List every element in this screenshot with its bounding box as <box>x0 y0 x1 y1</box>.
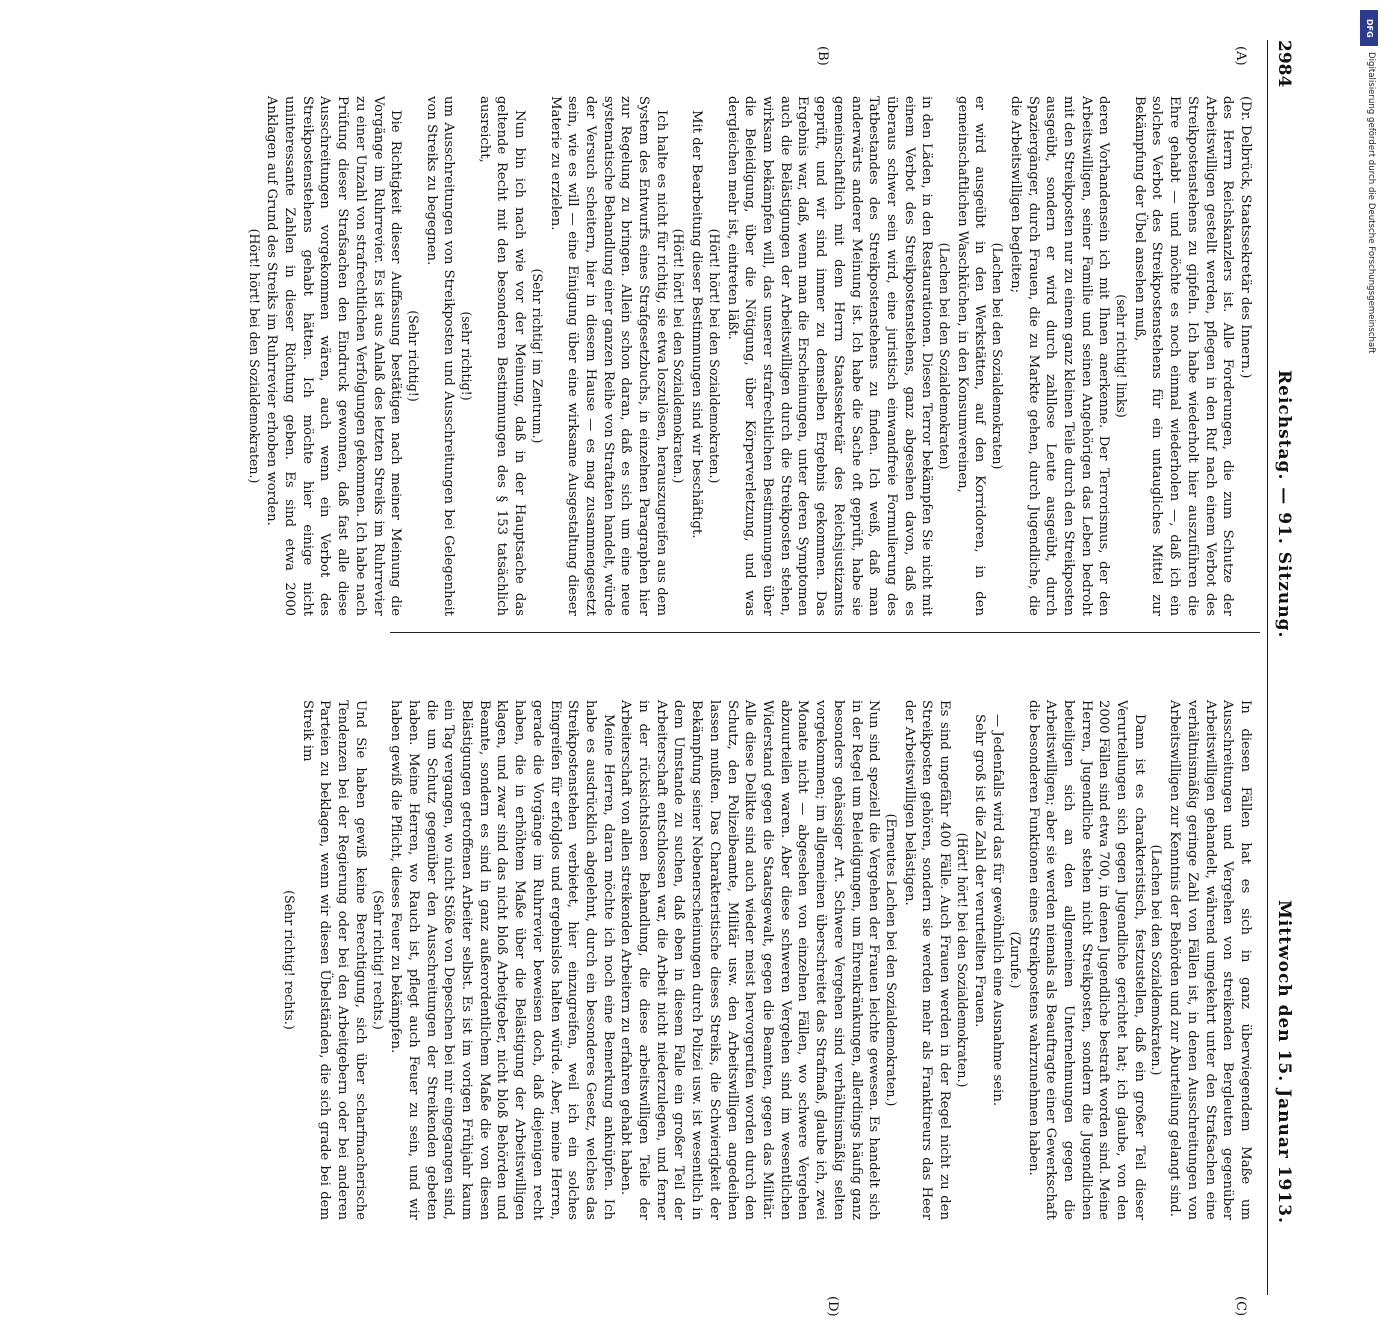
margin-marker-c: (C) <box>1233 1296 1248 1317</box>
paragraph: Nun bin ich nach wie vor der Meinung, daß in der Hauptsache das geltende Recht mit den besonderen Bestimmungen des § 153 tatsächlich ausreicht, <box>476 96 528 616</box>
paragraph: deren Vorhandensein ich mit Ihnen anerkenne. Der Terrorismus, der den Arbeitswilligen, seiner Familie und seinen Angehörigen das Leben bedroht mit den Streikposten nur zu einem ganz kleinen Teile durch den Streikposten ausgeübt, sondern er wird durch zahllose Leute ausgeübt, durch Spaziergänger, durch Frauen, die zu Markte gehen, durch Jugendliche, die die Arbeitswilligen begleiten; <box>1007 96 1112 616</box>
paragraph: Sehr groß ist die Zahl der verurteilten Frauen. <box>972 714 988 1028</box>
paragraph: In diesen Fällen hat es sich in ganz überwiegendem Maße um Ausschreitungen und Vergehen von streikenden Bergleuten gegenüber Arbeitswilligen gehandelt, während umgekehrt unter den Strafsachen eine verhältnismäßig geringe Zahl von Fällen ist, in denen Ausschreitungen von Arbeitswilligen zur Kenntnis der Behörden und zur Aburteilung gelangt sind. <box>1167 700 1253 1220</box>
paragraph: des Herrn Reichskanzlers ist. Alle Forderungen, die zum Schutze der Arbeitswilligen gestellt werden, pflegen in den Ruf nach einem Verbot des Streikpostenstehens zu gipfeln. Ich habe wiederholt hier auszuführen die Ehre gehabt — und möchte es noch einmal wiederholen —, daß ich ein solches Verbot des Streikpostenstehens für ein untaugliches Mittel zur Bekämpfung der Übel ansehen muß, <box>1131 96 1236 616</box>
paragraph: er wird ausgeübt in den Werkstätten, auf den Korridoren, in den gemeinschaftlichen Waschküchen, in den Konsumvereinen, <box>954 96 988 616</box>
interjection: (Sehr richtig!) <box>405 310 421 402</box>
paragraph: in den Läden, in den Restaurationen. Diesen Terror bekämpfen Sie nicht mit einem Verbot des Streikpostenstehens, ganz abgesehen davon, daß es überaus schwer sein wird, eine juristisch einwandfreie Formulierung des Tatbestandes des Streikpostenstehens zu finden. Ich weiß, daß man anderwärts anderer Meinung ist. Ich habe die Sache oft geprüft, habe sie gemeinschaftlich mit dem Herrn Staatssekretär des Reichsjustizamts geprüft, und wir sind immer zu demselben Ergebnis gekommen. Das Ergebnis war, daß, wenn man die Erscheinungen, unter deren Symptomen auch die Belästigungen der Arbeitswilligen durch die Streikposten stehen, wirksam bekämpfen will, das unserer strafrechtlichen Bestimmungen über die Beleidigung, über die Nötigung, über Körperverletzung, und was dergleichen mehr ist, eintreten läßt. <box>724 96 935 616</box>
page-number: 2984 <box>1274 40 1294 88</box>
margin-marker-b: (B) <box>815 46 830 66</box>
paragraph: Mit der Bearbeitung dieser Bestimmungen sind wir beschäftigt. <box>689 110 705 539</box>
interjection: (Sehr richtig! rechts.) <box>282 890 298 1030</box>
interjection: (Hört! hört! bei den Sozialdemokraten.) <box>706 228 722 484</box>
dfg-logo: DFG <box>1360 10 1378 46</box>
paragraph: — Jedenfalls wird das für gewöhnlich eine Ausnahme sein. <box>990 714 1006 1107</box>
text-column-right <box>282 700 1254 1220</box>
paragraph: Meine Herren, daran möchte ich noch eine Bemerkung anknüpfen. Ich habe es ausdrücklich abgelehnt, durch ein besonderes Gesetz, welches das Streikpostenstehen verbietet, hier einzugreifen, weil ich ein solches Eingreifen für erfolglos und ergebnislos halten würde. Aber, meine Herren, gerade die Vorgänge im Ruhrrevier beweisen doch, daß diejenigen recht haben, die in erhöhtem Maße über die Belästigung der Arbeitswilligen klagen, und zwar sind das nicht bloß Arbeitgeber, nicht bloß Behörden und Beamte, sondern es sind in ganz außerordentlichem Maße die von diesen Belästigungen getroffenen Arbeiter selbst. Es ist im vorigen Frühjahr kaum ein Tag vergangen, wo nicht Stöße von Depeschen bei mir eingegangen sind, die um Schutz gegenüber den Ausschreitungen der Streikenden gebeten haben. Meine Herren, wo Rauch ist, pflegt auch Feuer zu sein, und wir haben gewiß die Pflicht, dieses Feuer zu bekämpfen. <box>388 700 616 1220</box>
paragraph: um Ausschreitungen von Streikposten und Ausschreitungen bei Gelegenheit von Streiks zu begegnen. <box>423 96 457 616</box>
digitization-credit: Digitalisierung gefördert durch die Deutsche Forschungsgemeinschaft <box>1366 52 1376 354</box>
interjection: (Lachen bei den Sozialdemokraten.) <box>1149 844 1165 1076</box>
interjection: (Hört! hört! bei den Sozialdemokraten.) <box>671 228 687 484</box>
paragraph: Nun sind speziell die Vergehen der Frauen leichte gewesen. Es handelt sich in der Regel um Beleidigungen, um Ehrenkränkungen, allerdings häufig ganz besonders gehässiger Art. Schwere Vergehen sind verhältnismäßig selten vorgekommen; im allgemeinen überschreitet das Strafmaß, glaube ich, zwei Monate nicht — abgesehen von einzelnen Fällen, wo schwere Vergehen abzuurteilen waren. Aber diese schweren Vergehen sind im wesentlichen Widerstand gegen die Staatsgewalt, gegen die Beamten, gegen das Militär. Alle diese Delikte sind auch wieder meist hervorgerufen worden durch den Schutz, den Polizeibeamte, Militär usw. den Arbeitswilligen angedeihen lassen mußten. Das Charakteristische dieses Streiks, die Schwierigkeit der Bekämpfung seiner Nebenerscheinungen durch Polizei usw. ist wesentlich in dem Umstande zu suchen, daß eben in diesem Falle ein großer Teil der Arbeiterschaft entschlossen war, die Arbeit nicht niederzulegen, und ferner in der rücksichtslosen Behandlung, die diese arbeitswilligen Teile der Arbeiterschaft von allen streikenden Arbeitern zu erfahren gehabt haben. <box>618 700 882 1220</box>
margin-marker-a: (A) <box>1233 46 1248 66</box>
interjection: (Zurufe.) <box>1007 931 1023 989</box>
paragraph: (Dr. Delbrück, Staatssekretär des Innern.) <box>1238 96 1253 379</box>
paragraph: Ich halte es nicht für richtig, sie etwa loszulösen, herauszugreifen aus dem System des Entwurfs eines Strafgesetzbuchs, in einzelnen Paragraphen hier zur Regelung zu bringen. Allein schon daran, daß es sich um eine neue systematische Behandlung einer ganzen Reihe von Straftaten handelt, würde der Versuch scheitern, hier in diesem Hause — es mag zusammengesetzt sein, wie es will — eine Einigung über eine wirksame Ausgestaltung dieser Materie zu erzielen. <box>547 96 669 616</box>
interjection: (Lachen bei den Sozialdemokraten) <box>990 242 1006 470</box>
interjection: (sehr richtig! links) <box>1114 294 1130 418</box>
margin-marker-d: (D) <box>825 1296 840 1317</box>
interjection: (Erneutes Lachen bei den Sozialdemokraten.) <box>883 813 899 1107</box>
interjection: (Sehr richtig! rechts.) <box>370 890 386 1030</box>
paragraph: Die Richtigkeit dieser Auffassung bestätigen nach meiner Meinung die Vorgänge im Ruhrrevier. Es ist aus Anlaß des letzten Streiks im Ruhrrevier zu einer Unzahl von strafrechtlichen Verfolgungen gekommen. Ich habe nach Prüfung dieser Strafsachen den Eindruck gewonnen, daß fast alle diese Ausschreitungen vorgekommen wären, auch wenn ein Verbot des Streikpostenstehens gehabt hätten. Ich möchte hier einige nicht uninteressante Zahlen in dieser Richtung geben. Es sind etwa 2000 Anklagen auf Grund des Streiks im Ruhrrevier erhoben worden. <box>264 96 404 616</box>
session-date: Mittwoch den 15. Januar 1913. <box>1274 900 1294 1224</box>
paragraph: Dann ist es charakteristisch, festzustellen, daß ein großer Teil dieser Verurteilungen sich gegen Jugendliche gerichtet hat; ich glaube, von den 2000 Fällen sind etwa 700, in denen Jugendliche bestraft worden sind. Meine Herren, Jugendliche stehen nicht Streikposten, sondern die Jugendlichen beteiligen sich an den allgemeinen Unternehmungen gegen die Arbeitswilligen; aber sie werden niemals als Beauftragte einer Gewerkschaft die besonderen Funktionen eines Streikpostens wahrzunehmen haben. <box>1025 700 1147 1220</box>
session-title: Reichstag. — 91. Sitzung. <box>1274 370 1294 639</box>
interjection: (Sehr richtig! im Zentrum.) <box>529 268 545 444</box>
interjection: (Lachen bei den Sozialdemokraten) <box>937 242 953 470</box>
paragraph: Und Sie haben gewiß keine Berechtigung, sich über scharfmacherische Tendenzen bei der Regierung oder bei den Arbeitgebern oder bei anderen Parteien zu beklagen, wenn wir diesen Übelständen, die sich grade bei dem Streik im <box>299 700 368 1220</box>
interjection: (Hört! hört! bei den Sozialdemokraten.) <box>246 228 262 484</box>
page-header <box>1267 40 1302 1295</box>
column-divider <box>390 632 1260 633</box>
interjection: (sehr richtig!) <box>459 311 475 401</box>
paragraph: Es sind ungefähr 400 Fälle. Auch Frauen werden in der Regel nicht zu den Streikposten gehören, sondern sie werden mehr als Franktireurs das Heer der Arbeitswilligen belästigen. <box>901 700 953 1220</box>
text-column-left <box>246 96 1254 616</box>
interjection: (Hört! hört! bei den Sozialdemokraten.) <box>954 832 970 1088</box>
